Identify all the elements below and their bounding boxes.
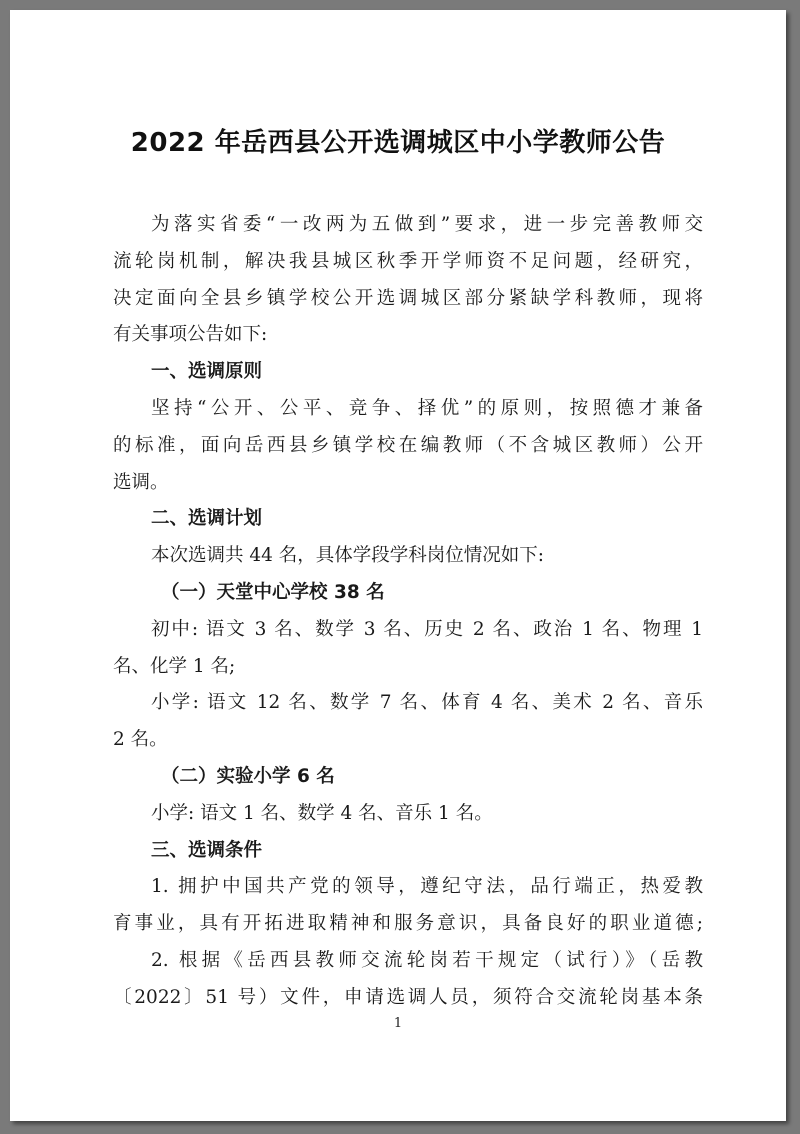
paragraph-primary-line-2: 2 名。 bbox=[113, 729, 168, 751]
document-title: 2022 年岳西县公开选调城区中小学教师公告 bbox=[130, 128, 666, 158]
document-body bbox=[113, 207, 703, 1017]
paragraph-intro-line-3: 决定面向全县乡镇学校公开选调城区部分紧缺学科教师，现将 bbox=[113, 287, 703, 309]
paragraph-intro-line-4: 有关事项公告如下: bbox=[113, 324, 268, 346]
paragraph-condition-1-line-1: 1. 拥护中国共产党的领导，遵纪守法，品行端正，热爱教 bbox=[151, 876, 703, 898]
subheading-tiantang-school: （一）天堂中心学校 38 名 bbox=[161, 581, 385, 603]
paragraph-condition-2-line-1: 2. 根据《岳西县教师交流轮岗若干规定（试行）》（岳教 bbox=[151, 949, 703, 971]
paragraph-intro-line-2: 流轮岗机制，解决我县城区秋季开学师资不足问题，经研究， bbox=[113, 250, 703, 272]
paragraph-primary-line-1: 小学: 语文 12 名、数学 7 名、体育 4 名、美术 2 名、音乐 bbox=[151, 692, 703, 714]
document-page bbox=[10, 10, 786, 1121]
paragraph-principles-line-2: 的标准，面向岳西县乡镇学校在编教师（不含城区教师）公开 bbox=[113, 434, 703, 456]
paragraph-junior-high-line-2: 名、化学 1 名; bbox=[113, 655, 236, 677]
paragraph-experimental-primary: 小学: 语文 1 名、数学 4 名、音乐 1 名。 bbox=[151, 802, 493, 824]
paragraph-principles-line-1: 坚持“公开、公平、竞争、择优”的原则，按照德才兼备 bbox=[151, 397, 703, 419]
paragraph-condition-2-line-2: 〔2022〕51 号）文件，申请选调人员，须符合交流轮岗基本条 bbox=[113, 986, 703, 1008]
paragraph-junior-high-line-1: 初中: 语文 3 名、数学 3 名、历史 2 名、政治 1 名、物理 1 bbox=[151, 618, 703, 640]
paragraph-intro-line-1: 为落实省委“一改两为五做到”要求，进一步完善教师交 bbox=[151, 214, 703, 235]
page-number: 1 bbox=[393, 1016, 403, 1031]
paragraph-plan-line-1: 本次选调共 44 名，具体学段学科岗位情况如下: bbox=[151, 545, 545, 567]
section-heading-plan: 二、选调计划 bbox=[151, 508, 263, 530]
paragraph-principles-line-3: 选调。 bbox=[113, 471, 169, 493]
paragraph-condition-1-line-2: 育事业，具有开拓进取精神和服务意识，具备良好的职业道德; bbox=[113, 913, 703, 935]
section-heading-conditions: 三、选调条件 bbox=[151, 839, 263, 861]
subheading-experimental-primary: （二）实验小学 6 名 bbox=[161, 765, 335, 787]
section-heading-principles: 一、选调原则 bbox=[151, 361, 263, 383]
